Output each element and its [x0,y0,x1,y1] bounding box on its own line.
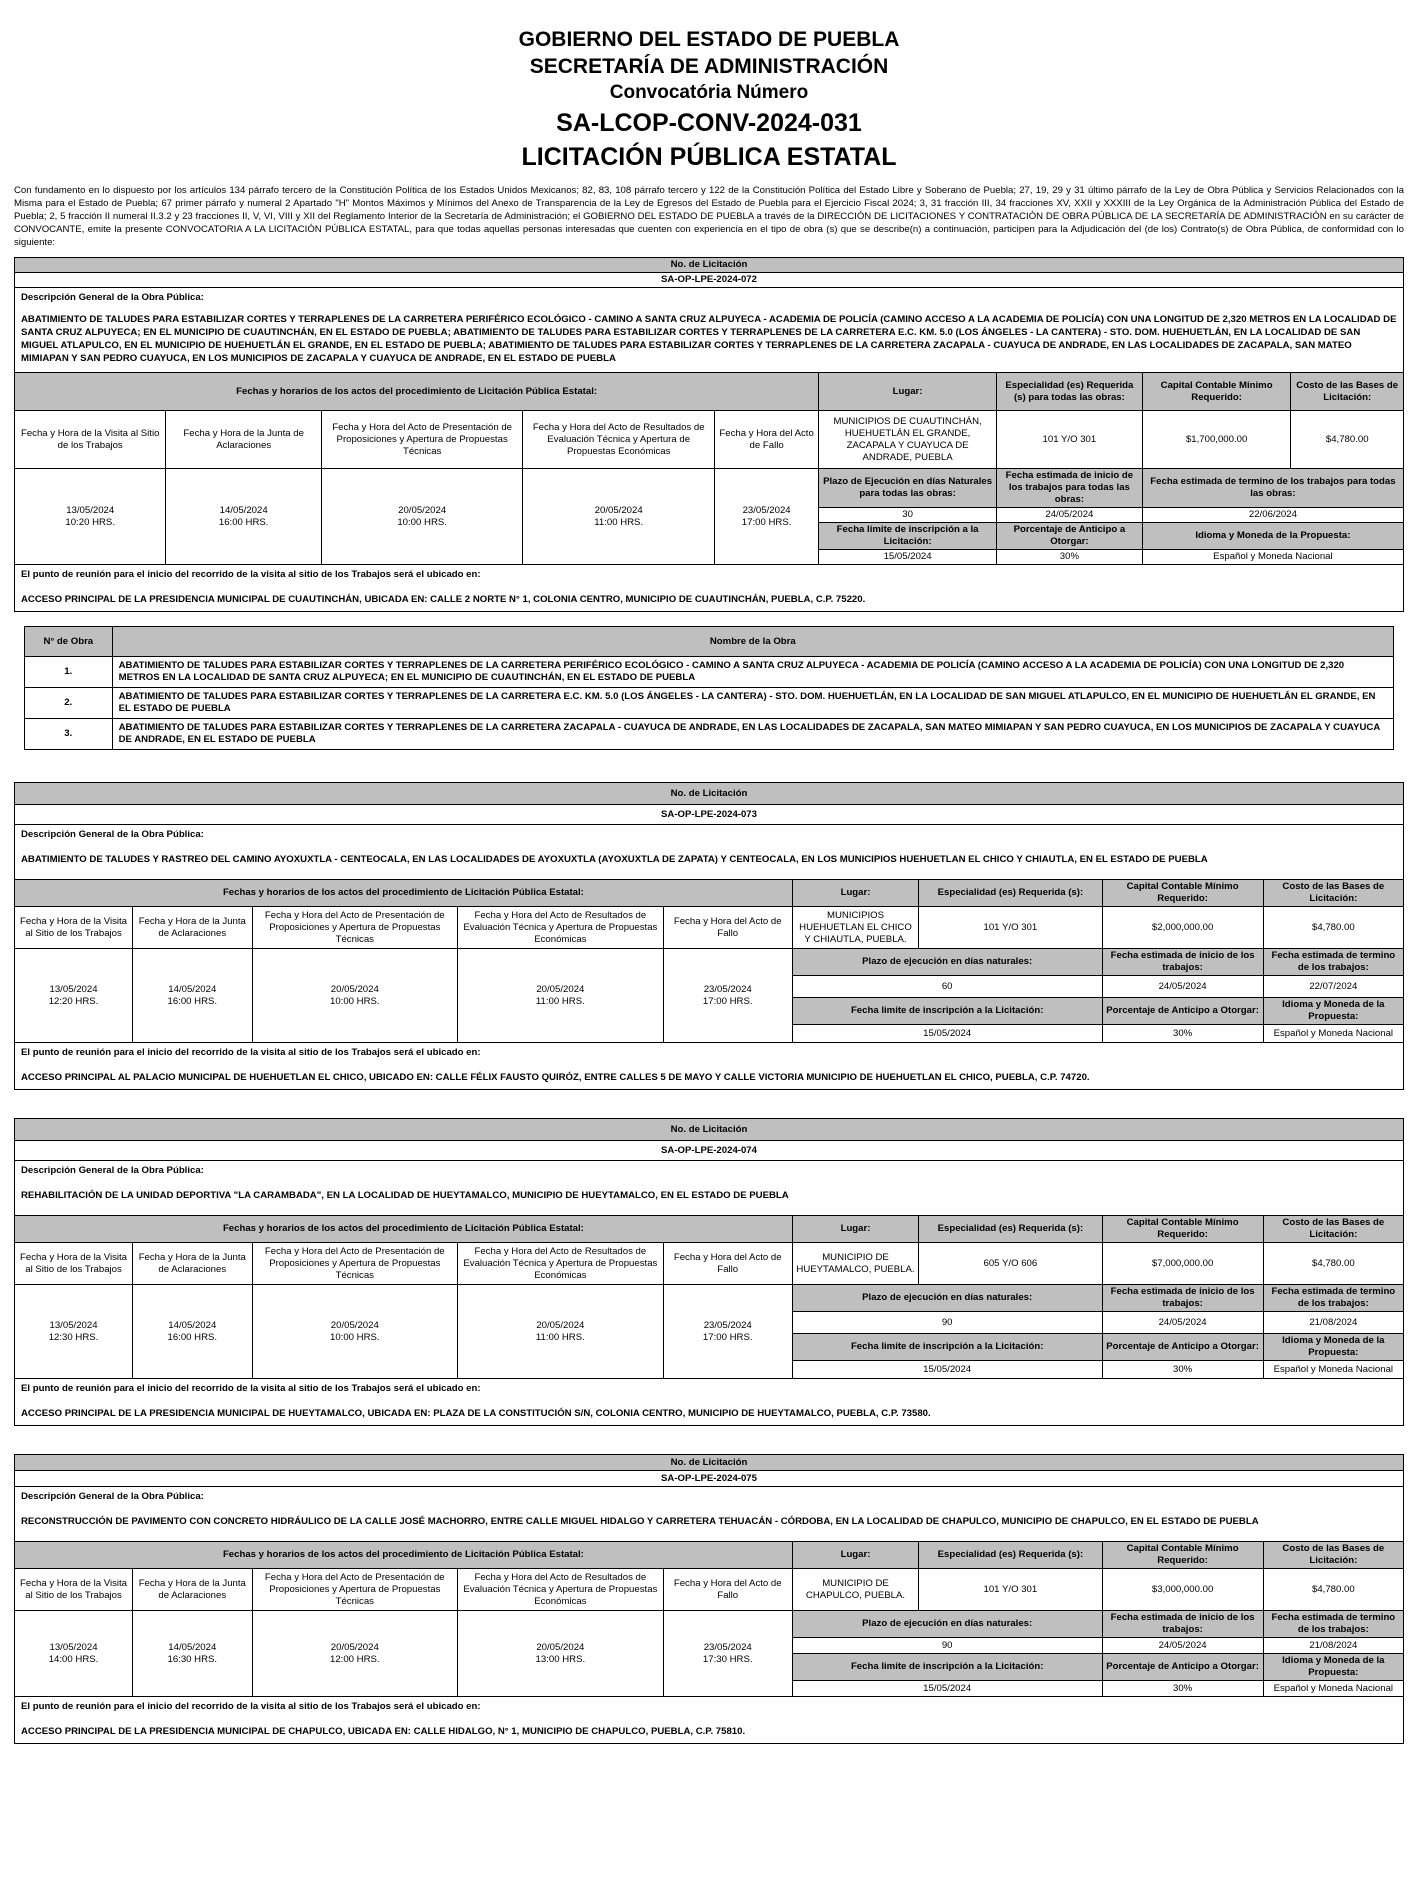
presentacion-label: Fecha y Hora del Acto de Presentación de Proposiciones y Apertura de Propuestas Técnicas [252,907,458,949]
descripcion-text: REHABILITACIÓN DE LA UNIDAD DEPORTIVA "LA CARAMBADA", EN LA LOCALIDAD DE HUEYTAMALCO, MUNICIPIO DE HUEYTAMALCO, EN EL ESTADO DE PUEBLA [21,1190,789,1201]
fechas-horarios-label: Fechas y horarios de los actos del procedimiento de Licitación Pública Estatal: [15,373,819,411]
termino-value: 22/07/2024 [1263,976,1403,998]
lugar-label: Lugar: [792,880,918,907]
descripcion-text: ABATIMIENTO DE TALUDES PARA ESTABILIZAR CORTES Y TERRAPLENES DE LA CARRETERA PERIFÉRICO ECOLÓGICO - CAMINO A SANTA CRUZ ALPUYECA - ACADEMIA DE POLICÍA (CAMINO ACCESO A LA ACADEMIA DE POLICÍA) CON UNA LONGITUD DE 2,320 METROS EN LA LOCALIDAD DE SANTA CRUZ ALPUYECA; EN EL MUNICIPIO DE CUAUTINCHÁN, EN EL ESTADO DE PUEBLA; ABATIMIENTO DE TALUDES PARA ESTABILIZAR CORTES Y TERRAPLENES DE LA CARRETERA E.C. KM. 5.0 (LOS ÁNGELES - LA CANTERA) - STO. DOM. HUEHUETLÁN, EN LA LOCALIDAD DE SAN MIGUEL ATLAPULCO, EN EL MUNICIPIO DE HUEHUETLÁN EL GRANDE, EN EL ESTADO DE PUEBLA; ABATIMIENTO DE TALUDES PARA ESTABILIZAR CORTES Y TERRAPLENES DE LA CARRETERA ZACAPALA - CUAYUCA DE ANDRADE, EN LAS LOCALIDADES DE ZACAPALA, SAN MATEO MIMIAPAN Y SAN PEDRO CUAYUCA, EN LOS MUNICIPIOS DE ZACAPALA Y CUAYUCA DE ANDRADE, EN EL ESTADO DE PUEBLA [21,314,1397,364]
descripcion-text: RECONSTRUCCIÓN DE PAVIMENTO CON CONCRETO HIDRÁULICO DE LA CALLE JOSÉ MACHORRO, ENTRE CALLE MIGUEL HIDALGO Y CARRETERA TEHUACÁN - CÓRDOBA, EN LA LOCALIDAD DE CHAPULCO, MUNICIPIO DE CHAPULCO, EN EL ESTADO DE PUEBLA [21,1516,1259,1527]
presentacion-date: 20/05/2024 [330,1319,379,1331]
capital-value: $2,000,000.00 [1102,907,1263,949]
inicio-label: Fecha estimada de inicio de los trabajos: [1102,1611,1263,1638]
lugar-label: Lugar: [792,1542,918,1569]
termino-label: Fecha estimada de termino de los trabajos: [1263,1285,1403,1312]
fechas-horarios-label: Fechas y horarios de los actos del procedimiento de Licitación Pública Estatal: [15,1542,793,1569]
anticipo-label: Porcentaje de Anticipo a Otorgar: [1102,998,1263,1025]
fallo-time: 17:00 HRS. [741,516,792,528]
licitacion-table [14,1454,1404,1744]
resultados-label: Fecha y Hora del Acto de Resultados de Evaluación Técnica y Apertura de Propuestas Económicas [523,411,715,469]
inscripcion-value: 15/05/2024 [792,1681,1102,1697]
presentacion-date: 20/05/2024 [330,1641,379,1653]
resultados-label: Fecha y Hora del Acto de Resultados de Evaluación Técnica y Apertura de Propuestas Económicas [458,1243,664,1285]
lugar-label: Lugar: [819,373,997,411]
licitacion-number: SA-OP-LPE-2024-074 [15,1141,1404,1161]
visita-label: Fecha y Hora de la Visita al Sitio de los Trabajos [15,411,166,469]
obra-name: ABATIMIENTO DE TALUDES PARA ESTABILIZAR CORTES Y TERRAPLENES DE LA CARRETERA E.C. KM. 5.0 (LOS ÁNGELES - LA CANTERA) - STO. DOM. HUEHUETLÁN, EN LA LOCALIDAD DE SAN MIGUEL ATLAPULCO, EN EL MUNICIPIO DE HUEHUETLÁN EL GRANDE, EN EL ESTADO DE PUEBLA [112,688,1393,719]
licitacion-number: SA-OP-LPE-2024-072 [15,273,1404,288]
licitacion-number: SA-OP-LPE-2024-075 [15,1471,1404,1487]
lugar-value: MUNICIPIOS DE CUAUTINCHÁN, HUEHUETLÁN EL GRANDE, ZACAPALA Y CUAYUCA DE ANDRADE, PUEBLA [819,411,997,469]
resultados-time: 13:00 HRS. [535,1653,586,1665]
fallo-label: Fecha y Hora del Acto de Fallo [663,1243,792,1285]
idioma-label: Idioma y Moneda de la Propuesta: [1142,523,1403,550]
obra-number: 3. [25,719,113,750]
junta-time: 16:00 HRS. [167,995,218,1007]
visita-date: 13/05/2024 [49,1319,98,1331]
costo-label: Costo de las Bases de Licitación: [1263,1216,1403,1243]
inscripcion-label: Fecha limite de inscripción a la Licitación: [792,998,1102,1025]
plazo-label: Plazo de ejecución en días naturales: [792,949,1102,976]
costo-label: Costo de las Bases de Licitación: [1263,1542,1403,1569]
junta-time: 16:00 HRS. [218,516,269,528]
termino-label: Fecha estimada de termino de los trabajos: [1263,1611,1403,1638]
visita-date: 13/05/2024 [66,504,115,516]
table-row [25,657,1394,688]
especialidad-value: 101 Y/O 301 [919,907,1102,949]
especialidad-value: 101 Y/O 301 [996,411,1142,469]
visita-time: 12:30 HRS. [48,1331,99,1343]
inicio-value: 24/05/2024 [996,508,1142,523]
visita-time: 12:20 HRS. [48,995,99,1007]
anticipo-label: Porcentaje de Anticipo a Otorgar: [1102,1334,1263,1361]
punto-reunion-label: El punto de reunión para el inicio del recorrido de la visita al sitio de los Trabajos será el ubicado en: [21,1047,481,1058]
presentacion-time: 10:00 HRS. [329,1331,380,1343]
fallo-date: 23/05/2024 [703,983,752,995]
inicio-label: Fecha estimada de inicio de los trabajos para todas las obras: [996,469,1142,508]
no-licitacion-label: No. de Licitación [15,1455,1404,1471]
fechas-horarios-label: Fechas y horarios de los actos del procedimiento de Licitación Pública Estatal: [15,880,793,907]
resultados-label: Fecha y Hora del Acto de Resultados de Evaluación Técnica y Apertura de Propuestas Económicas [458,907,664,949]
table-row [25,688,1394,719]
plazo-value: 90 [792,1312,1102,1334]
presentacion-label: Fecha y Hora del Acto de Presentación de Proposiciones y Apertura de Propuestas Técnicas [252,1243,458,1285]
idioma-label: Idioma y Moneda de la Propuesta: [1263,1654,1403,1681]
idioma-value: Español y Moneda Nacional [1263,1025,1403,1043]
legal-intro: Con fundamento en lo dispuesto por los artículos 134 párrafo tercero de la Constitución Política de los Estados Unidos Mexicanos; 82, 83, 108 párrafo tercero y 122 de la Constitución Política del Estado Libre y Soberano de Puebla; 27, 19, 29 y 31 último párrafo de la Ley de Obra Pública y Servicios Relacionados con la Misma para el Estado de Puebla; 67 primer párrafo y numeral 2 Apartado "H" Montos Máximos y Mínimos del Anexo de Transparencia de la Ley de Egresos del Estado de Puebla para el Ejercicio Fiscal 2024; 3, 31 fracción III, 34 fracciones XV, XXII y XXXIII de la Ley Orgánica de la Administración Pública del Estado de Puebla; 2, 5 fracción II numeral II.3.2 y 23 fracciones II, V, VI, VIII y XII del Reglamento Interior de la Secretaría de Administración; el GOBIERNO DEL ESTADO DE PUEBLA a través de la DIRECCIÓN DE LICITACIONES Y CONTRATACIÓN DE OBRA PÚBLICA DE LA SECRETARÍA DE ADMINISTRACIÓN en su carácter de CONVOCANTE, emite la presente CONVOCATORIA A LA LICITACIÓN PÚBLICA ESTATAL, para que todas aquellas personas interesadas que cuenten con experiencia en el tipo de obra (s) que se describe(n) a continuación, participen para la Adjudicación del (de los) Contrato(s) de Obra Pública, de conformidad con lo siguiente: [14,185,1404,248]
obra-name: ABATIMIENTO DE TALUDES PARA ESTABILIZAR CORTES Y TERRAPLENES DE LA CARRETERA PERIFÉRICO ECOLÓGICO - CAMINO A SANTA CRUZ ALPUYECA - ACADEMIA DE POLICÍA (CAMINO ACCESO A LA ACADEMIA DE POLICÍA) CON UNA LONGITUD DE 2,320 METROS EN LA LOCALIDAD DE SANTA CRUZ ALPUYECA; EN EL MUNICIPIO DE CUAUTINCHÁN, EN EL ESTADO DE PUEBLA [112,657,1393,688]
plazo-value: 60 [792,976,1102,998]
resultados-date: 20/05/2024 [536,983,585,995]
plazo-label: Plazo de ejecución en días naturales: [792,1285,1102,1312]
obra-name: ABATIMIENTO DE TALUDES PARA ESTABILIZAR CORTES Y TERRAPLENES DE LA CARRETERA ZACAPALA - CUAYUCA DE ANDRADE, EN LAS LOCALIDADES DE ZACAPALA, SAN MATEO MIMIAPAN Y SAN PEDRO CUAYUCA, EN LOS MUNICIPIOS DE ZACAPALA Y CUAYUCA DE ANDRADE, EN EL ESTADO DE PUEBLA [112,719,1393,750]
convocatoria-number: SA-LCOP-CONV-2024-031 [556,109,862,137]
termino-value: 21/08/2024 [1263,1638,1403,1654]
licitacion-block-075 [14,1454,1404,1744]
lugar-label: Lugar: [792,1216,918,1243]
inscripcion-value: 15/05/2024 [819,550,997,565]
costo-value: $4,780.00 [1291,411,1404,469]
plazo-label: Plazo de ejecución en días naturales: [792,1611,1102,1638]
resultados-time: 11:00 HRS. [535,1331,585,1343]
idioma-value: Español y Moneda Nacional [1263,1681,1403,1697]
fallo-label: Fecha y Hora del Acto de Fallo [663,907,792,949]
anticipo-value: 30% [996,550,1142,565]
especialidad-label: Especialidad (es) Requerida (s): [919,1542,1102,1569]
descripcion-label: Descripción General de la Obra Pública: [21,829,204,840]
junta-date: 14/05/2024 [219,504,268,516]
table-row [25,719,1394,750]
visita-date: 13/05/2024 [49,983,98,995]
lugar-value: MUNICIPIO DE HUEYTAMALCO, PUEBLA. [792,1243,918,1285]
licitacion-block-074 [14,1118,1404,1426]
junta-date: 14/05/2024 [168,1319,217,1331]
descripcion-label: Descripción General de la Obra Pública: [21,1165,204,1176]
descripcion-label: Descripción General de la Obra Pública: [21,292,204,303]
licitacion-table [14,1118,1404,1426]
inscripcion-label: Fecha limite de inscripción a la Licitación: [792,1334,1102,1361]
anticipo-value: 30% [1102,1681,1263,1697]
especialidad-label: Especialidad (es) Requerida (s) para todas las obras: [996,373,1142,411]
fallo-time: 17:00 HRS. [702,995,753,1007]
obras-table [24,626,1394,750]
inscripcion-label: Fecha limite de inscripción a la Licitación: [792,1654,1102,1681]
fallo-time: 17:00 HRS. [702,1331,753,1343]
licitacion-table [14,782,1404,1090]
presentacion-time: 10:00 HRS. [397,516,447,528]
junta-time: 16:30 HRS. [167,1653,218,1665]
punto-reunion-value: ACCESO PRINCIPAL DE LA PRESIDENCIA MUNICIPAL DE CHAPULCO, UBICADA EN: CALLE HIDALGO, N° 1, MUNICIPIO DE CHAPULCO, PUEBLA, C.P. 75810. [21,1726,746,1737]
presentacion-time: 12:00 HRS. [329,1653,380,1665]
junta-label: Fecha y Hora de la Junta de Aclaraciones [133,1243,252,1285]
junta-label: Fecha y Hora de la Junta de Aclaraciones [133,1569,252,1611]
inicio-value: 24/05/2024 [1102,1312,1263,1334]
no-obra-header: N° de Obra [25,627,113,657]
inicio-value: 24/05/2024 [1102,976,1263,998]
capital-label: Capital Contable Mínimo Requerido: [1102,1542,1263,1569]
obra-number: 1. [25,657,113,688]
visita-time: 14:00 HRS. [48,1653,99,1665]
especialidad-label: Especialidad (es) Requerida (s): [919,1216,1102,1243]
punto-reunion-label: El punto de reunión para el inicio del recorrido de la visita al sitio de los Trabajos será el ubicado en: [21,1383,481,1394]
presentacion-label: Fecha y Hora del Acto de Presentación de Proposiciones y Apertura de Propuestas Técnicas [321,411,522,469]
inscripcion-label: Fecha limite de inscripción a la Licitación: [819,523,997,550]
capital-label: Capital Contable Mínimo Requerido: [1102,1216,1263,1243]
fallo-date: 23/05/2024 [703,1641,752,1653]
fallo-date: 23/05/2024 [742,504,791,516]
junta-date: 14/05/2024 [168,1641,217,1653]
nombre-obra-header: Nombre de la Obra [112,627,1393,657]
licitacion-number: SA-OP-LPE-2024-073 [15,805,1404,825]
punto-reunion-value: ACCESO PRINCIPAL DE LA PRESIDENCIA MUNICIPAL DE CUAUTINCHÁN, UBICADA EN: CALLE 2 NORTE N° 1, COLONIA CENTRO, MUNICIPIO DE CUAUTINCHÁN, PUEBLA, C.P. 75220. [21,594,866,605]
resultados-date: 20/05/2024 [536,1319,585,1331]
capital-value: $3,000,000.00 [1102,1569,1263,1611]
idioma-label: Idioma y Moneda de la Propuesta: [1263,1334,1403,1361]
capital-label: Capital Contable Mínimo Requerido: [1102,880,1263,907]
presentacion-date: 20/05/2024 [330,983,379,995]
junta-label: Fecha y Hora de la Junta de Aclaraciones [166,411,322,469]
plazo-label: Plazo de Ejecución en días Naturales para todas las obras: [819,469,997,508]
visita-date: 13/05/2024 [49,1641,98,1653]
punto-reunion-value: ACCESO PRINCIPAL AL PALACIO MUNICIPAL DE HUEHUETLAN EL CHICO, UBICADO EN: CALLE FÉLIX FAUSTO QUIRÓZ, ENTRE CALLES 5 DE MAYO Y CALLE VICTORIA MUNICIPIO DE HUEHUETLAN EL CHICO, PUEBLA, C.P. 74720. [21,1072,1090,1083]
resultados-time: 11:00 HRS. [535,995,585,1007]
fallo-date: 23/05/2024 [703,1319,752,1331]
idioma-label: Idioma y Moneda de la Propuesta: [1263,998,1403,1025]
licitacion-table [14,257,1404,612]
fechas-horarios-label: Fechas y horarios de los actos del procedimiento de Licitación Pública Estatal: [15,1216,793,1243]
document-header [14,26,1404,174]
obra-number: 2. [25,688,113,719]
descripcion-label: Descripción General de la Obra Pública: [21,1491,204,1502]
resultados-date: 20/05/2024 [536,1641,585,1653]
licitacion-type: LICITACIÓN PÚBLICA ESTATAL [521,143,897,171]
fallo-time: 17:30 HRS. [702,1653,753,1665]
termino-label: Fecha estimada de termino de los trabajos para todas las obras: [1142,469,1403,508]
idioma-value: Español y Moneda Nacional [1142,550,1403,565]
plazo-value: 30 [819,508,997,523]
anticipo-label: Porcentaje de Anticipo a Otorgar: [996,523,1142,550]
termino-label: Fecha estimada de termino de los trabajos: [1263,949,1403,976]
licitacion-block-072 [14,257,1404,612]
no-licitacion-label: No. de Licitación [15,258,1404,273]
inicio-value: 24/05/2024 [1102,1638,1263,1654]
plazo-value: 90 [792,1638,1102,1654]
presentacion-time: 10:00 HRS. [329,995,380,1007]
licitacion-block-073 [14,782,1404,1090]
junta-label: Fecha y Hora de la Junta de Aclaraciones [133,907,252,949]
especialidad-value: 101 Y/O 301 [919,1569,1102,1611]
termino-value: 21/08/2024 [1263,1312,1403,1334]
idioma-value: Español y Moneda Nacional [1263,1361,1403,1379]
visita-label: Fecha y Hora de la Visita al Sitio de los Trabajos [15,907,133,949]
anticipo-label: Porcentaje de Anticipo a Otorgar: [1102,1654,1263,1681]
descripcion-text: ABATIMIENTO DE TALUDES Y RASTREO DEL CAMINO AYOXUXTLA - CENTEOCALA, EN LAS LOCALIDADES DE AYOXUXTLA (AYOXUXTLA DE ZAPATA) Y CENTEOCALA, EN LOS MUNICIPIOS HUEHUETLAN EL CHICO Y CHIAUTLA, EN EL ESTADO DE PUEBLA [21,854,1208,865]
punto-reunion-value: ACCESO PRINCIPAL DE LA PRESIDENCIA MUNICIPAL DE HUEYTAMALCO, UBICADA EN: PLAZA DE LA CONSTITUCIÓN S/N, COLONIA CENTRO, MUNICIPIO DE HUEYTAMALCO, PUEBLA, C.P. 73580. [21,1408,931,1419]
presentacion-date: 20/05/2024 [398,504,447,516]
capital-value: $7,000,000.00 [1102,1243,1263,1285]
resultados-date: 20/05/2024 [594,504,643,516]
inscripcion-value: 15/05/2024 [792,1361,1102,1379]
secretariat-title: SECRETARÍA DE ADMINISTRACIÓN [529,55,889,78]
lugar-value: MUNICIPIOS HUEHUETLAN EL CHICO Y CHIAUTLA, PUEBLA. [792,907,918,949]
inscripcion-value: 15/05/2024 [792,1025,1102,1043]
visita-label: Fecha y Hora de la Visita al Sitio de los Trabajos [15,1569,133,1611]
obras-list [24,626,1394,750]
anticipo-value: 30% [1102,1361,1263,1379]
fallo-label: Fecha y Hora del Acto de Fallo [715,411,819,469]
inicio-label: Fecha estimada de inicio de los trabajos: [1102,1285,1263,1312]
resultados-time: 11:00 HRS. [594,516,644,528]
capital-value: $1,700,000.00 [1142,411,1291,469]
anticipo-value: 30% [1102,1025,1263,1043]
costo-label: Costo de las Bases de Licitación: [1263,880,1403,907]
inicio-label: Fecha estimada de inicio de los trabajos: [1102,949,1263,976]
visita-time: 10:20 HRS. [65,516,115,528]
resultados-label: Fecha y Hora del Acto de Resultados de Evaluación Técnica y Apertura de Propuestas Económicas [458,1569,664,1611]
no-licitacion-label: No. de Licitación [15,1119,1404,1141]
no-licitacion-label: No. de Licitación [15,783,1404,805]
punto-reunion-label: El punto de reunión para el inicio del recorrido de la visita al sitio de los Trabajos será el ubicado en: [21,1701,481,1712]
visita-label: Fecha y Hora de la Visita al Sitio de los Trabajos [15,1243,133,1285]
costo-label: Costo de las Bases de Licitación: [1291,373,1404,411]
government-title: GOBIERNO DEL ESTADO DE PUEBLA [518,28,900,51]
especialidad-value: 605 Y/O 606 [919,1243,1102,1285]
especialidad-label: Especialidad (es) Requerida (s): [919,880,1102,907]
convocatoria-label: Convocatória Número [609,82,809,103]
lugar-value: MUNICIPIO DE CHAPULCO, PUEBLA. [792,1569,918,1611]
junta-date: 14/05/2024 [168,983,217,995]
punto-reunion-label: El punto de reunión para el inicio del recorrido de la visita al sitio de los Trabajos será el ubicado en: [21,569,481,580]
capital-label: Capital Contable Mínimo Requerido: [1142,373,1291,411]
fallo-label: Fecha y Hora del Acto de Fallo [663,1569,792,1611]
costo-value: $4,780.00 [1263,907,1403,949]
termino-value: 22/06/2024 [1142,508,1403,523]
costo-value: $4,780.00 [1263,1569,1403,1611]
costo-value: $4,780.00 [1263,1243,1403,1285]
presentacion-label: Fecha y Hora del Acto de Presentación de Proposiciones y Apertura de Propuestas Técnicas [252,1569,458,1611]
junta-time: 16:00 HRS. [167,1331,218,1343]
